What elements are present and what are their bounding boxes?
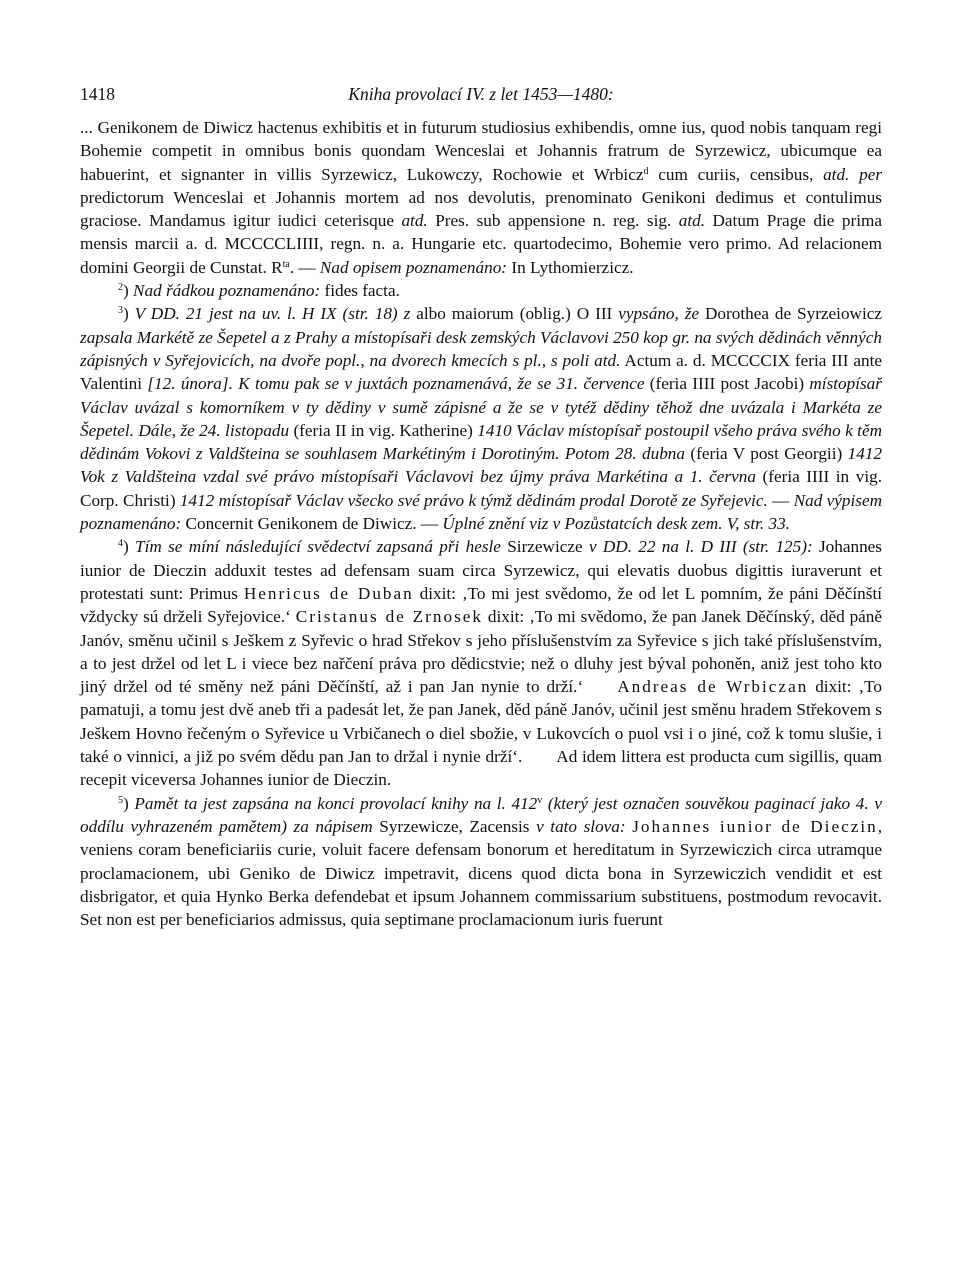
footnote-3: $^3$) V DD. 21 jest na uv. l. H IX (str. 18) z albo maiorum (oblig.) O III vypsáno, že Dorothea de Syrzeiowicz zapsala Markétě ze Šepetel a z Prahy a místopísaři desk zemských Václavovi 250 kop gr. na svých dědinách věnných zápisných v Syřejovicích, na dvoře popl., na dvorech kmecích s pl., s poli atd. Actum a. d. MCCCCIX feria III ante Valentini [12. února]. K tomu pak se v juxtách poznamenává, že se 31. července (feria IIII post Jacobi) místopísař Václav uvázal s komorníkem v ty dědiny v sumě zápisné a že se v tytéž dědiny těhož dne uvázala i Markéta ze Šepetel. Dále, že 24. listopadu (feria II in vig. Katherine) 1410 Václav místopísař postoupil všeho práva svého k těm dědinám Vokovi z Valdšteina se souhlasem Markétiným i Dorotiným. Potom 28. dubna (feria V post Georgii) 1412 Vok z Valdšteina vzdal své právo místopísaři Václavovi bez újmy práva Markétina a 1. června (feria IIII in vig. Corp. Christi) 1412 místopísař Václav všecko své právo k týmž dědinám prodal Dorotě ze Syřejevic. — Nad výpisem poznamenáno: Concernit Genikonem de Diwicz. — Úplné znění viz v Pozůstatcích desk zem. V, str. 33.	[80, 304, 882, 534]
document-page	[80, 84, 882, 931]
running-title: Kniha provolací IV. z let 1453—1480:	[348, 84, 614, 104]
footnote-2: $^2$) Nad řádkou poznamenáno: fides facta.	[118, 281, 400, 301]
footnote-4: $^4$) Tím se míní následující svědectví zapsaná při hesle Sirzewicze v DD. 22 na l. D III (str. 125): Johannes iunior de Dieczin adduxit testes ad defensam suam circa Syrzewicz, qui elevatis duobus digittis iuraverunt et protestati sunt: Primus Henricus de Duban dixit: ‚To mi jest svědomo, že od let L pomním, že páni Děčínští vždycky sú drželi Syřejovice.‘ Cristanus de Zrnosek dixit: ‚To mi svědomo, že pan Janek Děčínský, děd páně Janóv, směnu učinil s Ješkem z Syřevic o hrad Střekov s jeho příslušenstvím za Syřevice s jich také příslušenstvím, a to jest držel od let L i viece bez nařčení práva pro dědicstvie; než o dluhy jest býval pohoněn, aniž jest toho kto jiný držel od té směny než páni Děčínští, až i pan Jan nynie to drží.‘ Andreas de Wrbiczan dixit: ‚To pamatuji, a tomu jest dvě aneb tři a padesát let, že pan Janek, děd páně Janóv, učinil jest směnu hradem Střekovem s Ješkem Hovno řečeným o Syřevice u Vrbičanech o diel sbožie, v Lukovcích o puol vsi i o jiné, což k tomu slušie, i také o vinnici, a již po svém dědu pan Jan to držal i nynie drží‘. Ad idem littera est producta cum sigillis, quam recepit viceversa Johannes iunior de Dieczin.	[80, 537, 883, 790]
running-header	[80, 84, 882, 110]
footnote-5: $^5$) Pamět ta jest zapsána na konci provolací knihy na l. 412$^v$ (který jest označen souvěkou paginací jako 4. v oddílu vyhrazeném pamětem) za nápisem Syrzewicze, Zacensis v tato slova: Johannes iunior de Dieczin, veniens coram beneficiariis curie, voluit facere defensam bonorum et hereditatum in Syrzewiczich circa utramque proclamacionem, ubi Geniko de Diwicz impetravit, dicens quod dicta bona in Syrzewiczich vendidit et est disbrigator, et quia Hynko Berka defendebat et ipsum Johannem commissarium substituens, postmodum revocavit. Set non est per beneficiarios admissus, quia septimane proclamacionum iuris fuerunt	[80, 793, 882, 930]
page-number: 1418	[80, 84, 115, 104]
main-paragraph: ... Genikonem de Diwicz hactenus exhibitis et in futurum studiosius exhibendis, omne ius, quod nobis tanquam regi Bohemie competit in omnibus bonis quondam Wenceslai et Johannis fratrum de Syrzewicz, ubicumque ea habuerint, et signanter in villis Syrzewicz, Lukowczy, Rochowie et Wrbicz$^d$ cum curiis, censibus, atd. per predictorum Wenceslai et Johannis mortem ad nos devolutis, prenominato Genikoni dedimus et contulimus graciose. Mandamus igitur iudici ceterisque atd. Pres. sub appensione n. reg. sig. atd. Datum Prage die prima mensis marcii a. d. MCCCCLIIII, regn. n. a. Hungarie etc. quartodecimo, Bohemie vero primo. Ad relacionem domini Georgii de Cunstat. $R^{ta}$. — Nad opisem poznamenáno: In Lythomierzicz.	[80, 118, 883, 277]
